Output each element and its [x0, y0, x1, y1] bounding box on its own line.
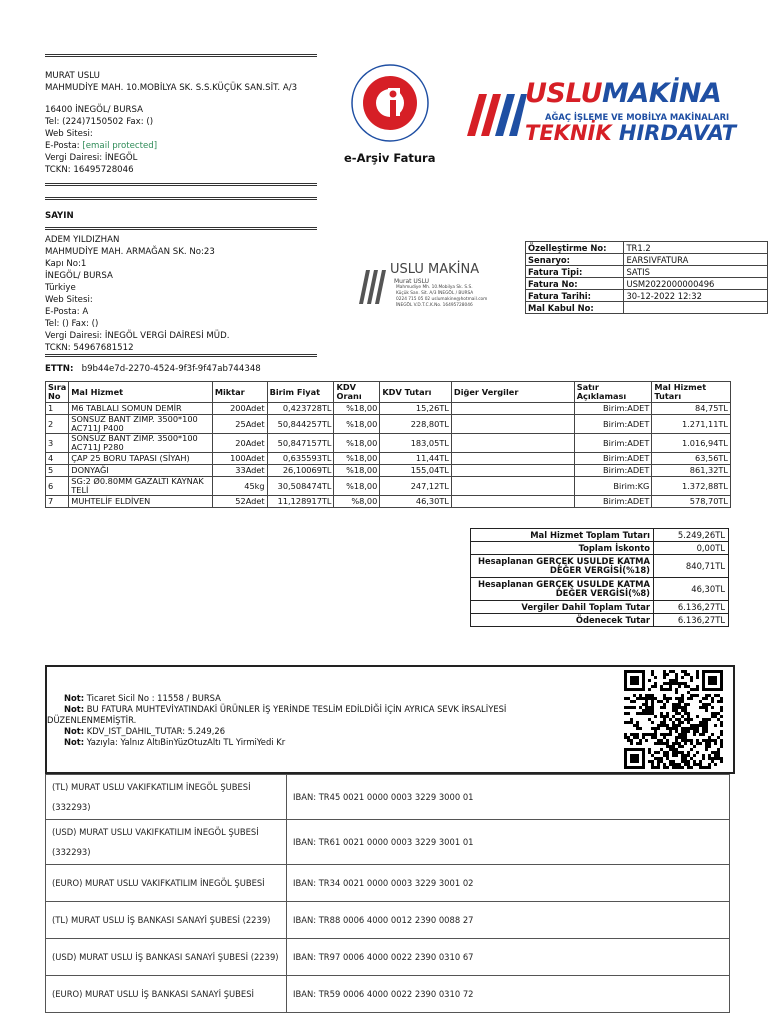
invoice-info-table — [525, 241, 768, 314]
item-qty: 52Adet — [212, 496, 267, 508]
bank-iban: IBAN: TR88 0006 4000 0012 2390 0088 27 — [287, 902, 730, 939]
seller-email: E-Posta: [email protected] — [45, 141, 158, 151]
item-no: 3 — [46, 434, 69, 453]
total-label: Hesaplanan GERÇEK USULDE KATMA DEĞER VERGİSİ(%18) — [471, 555, 654, 578]
total-row — [471, 555, 729, 578]
seller-info — [45, 70, 297, 176]
item-row — [46, 477, 731, 496]
buyer-top-rule — [45, 197, 317, 200]
item-name: SG:2 Ø0.80MM GAZALTI KAYNAK TELİ — [69, 477, 213, 496]
brand-title: USLUMAKİNA — [525, 78, 722, 109]
total-row — [471, 542, 729, 555]
ettn — [45, 363, 261, 375]
info-value — [624, 302, 768, 314]
item-total: 578,70TL — [652, 496, 731, 508]
bank-iban: IBAN: TR59 0006 4000 0022 2390 0310 72 — [287, 976, 730, 1013]
item-row — [46, 403, 731, 415]
item-total: 1.016,94TL — [652, 434, 731, 453]
buyer-tax-office: Vergi Dairesi: İNEGÖL VERGİ DAİRESİ MÜD. — [45, 331, 230, 341]
total-value: 6.136,27TL — [654, 614, 729, 627]
item-price: 0,635593TL — [267, 453, 334, 465]
total-label: Hesaplanan GERÇEK USULDE KATMA DEĞER VERGİSİ(%8) — [471, 578, 654, 601]
item-rate: %18,00 — [334, 415, 380, 434]
item-price: 26,10069TL — [267, 465, 334, 477]
item-total: 63,56TL — [652, 453, 731, 465]
bank-account: (TL) MURAT USLU İŞ BANKASI SANAYİ ŞUBESİ (2239) — [46, 902, 287, 939]
item-name: SONSUZ BANT ZIMP. 3500*100 AC711J P400 — [69, 415, 213, 434]
bank-table — [45, 774, 730, 1013]
item-qty: 100Adet — [212, 453, 267, 465]
seller-tckn: TCKN: 16495728046 — [45, 165, 134, 175]
buyer-info — [45, 234, 229, 354]
bank-account: (EURO) MURAT USLU İŞ BANKASI SANAYİ ŞUBESİ — [46, 976, 287, 1013]
info-value: TR1.2 — [624, 242, 768, 254]
brand-logo — [465, 78, 737, 150]
item-total: 84,75TL — [652, 403, 731, 415]
total-label: Vergiler Dahil Toplam Tutar — [471, 601, 654, 614]
item-name: DONYAĞI — [69, 465, 213, 477]
item-desc: Birim:ADET — [574, 496, 652, 508]
item-other — [451, 415, 574, 434]
item-qty: 25Adet — [212, 415, 267, 434]
item-no: 6 — [46, 477, 69, 496]
item-total: 1.372,88TL — [652, 477, 731, 496]
item-row — [46, 415, 731, 434]
buyer-heading-rule — [45, 227, 317, 230]
total-value: 46,30TL — [654, 578, 729, 601]
info-value: 30-12-2022 12:32 — [624, 290, 768, 302]
gib-logo — [340, 60, 440, 150]
item-row — [46, 453, 731, 465]
seller-email-link[interactable]: [email protected] — [82, 141, 158, 151]
item-desc: Birim:ADET — [574, 465, 652, 477]
seller-name: MURAT USLU — [45, 71, 100, 81]
brand-subtitle: AĞAÇ İŞLEME VE MOBİLYA MAKİNALARI — [545, 112, 730, 122]
item-other — [451, 477, 574, 496]
stamp-sub: Murat USLU — [394, 278, 430, 285]
item-rate: %8,00 — [334, 496, 380, 508]
info-key: Fatura Tarihi: — [526, 290, 624, 302]
total-label: Ödenecek Tutar — [471, 614, 654, 627]
bank-iban: IBAN: TR97 0006 4000 0022 2390 0310 67 — [287, 939, 730, 976]
item-kdv: 11,44TL — [380, 453, 452, 465]
info-value: EARSIVFATURA — [624, 254, 768, 266]
buyer-web: Web Sitesi: — [45, 295, 93, 305]
buyer-tckn: TCKN: 54967681512 — [45, 343, 134, 353]
item-name: MUHTELİF ELDİVEN — [69, 496, 213, 508]
item-price: 50,847157TL — [267, 434, 334, 453]
total-value: 840,71TL — [654, 555, 729, 578]
col-other: Diğer Vergiler — [451, 382, 574, 403]
buyer-phone: Tel: () Fax: () — [45, 319, 99, 329]
buyer-door: Kapı No:1 — [45, 259, 87, 269]
info-row — [526, 266, 768, 278]
note-line: Not: Yazıyla: Yalnız AltıBinYüzOtuzAltı TL YirmiYedi Kr — [64, 737, 286, 747]
col-rate: KDV Oranı — [334, 382, 380, 403]
item-desc: Birim:ADET — [574, 453, 652, 465]
seller-bottom-rule — [45, 183, 317, 186]
brand-tagline: TEKNİK HIRDAVAT — [525, 121, 737, 145]
buyer-city: İNEGÖL/ BURSA — [45, 271, 113, 281]
item-kdv: 46,30TL — [380, 496, 452, 508]
bank-account: (EURO) MURAT USLU VAKIFKATILIM İNEGÖL ŞUBESİ — [46, 865, 287, 902]
item-name: SONSUZ BANT ZIMP. 3500*100 AC711J P280 — [69, 434, 213, 453]
info-row — [526, 254, 768, 266]
item-total: 1.271,11TL — [652, 415, 731, 434]
info-key: Özelleştirme No: — [526, 242, 624, 254]
item-price: 50,844257TL — [267, 415, 334, 434]
col-kdv: KDV Tutarı — [380, 382, 452, 403]
col-no: Sıra No — [46, 382, 69, 403]
col-price: Birim Fiyat — [267, 382, 334, 403]
total-value: 0,00TL — [654, 542, 729, 555]
bank-account: (TL) MURAT USLU VAKIFKATILIM İNEGÖL ŞUBESİ (332293) — [46, 775, 287, 820]
total-row — [471, 578, 729, 601]
item-kdv: 183,05TL — [380, 434, 452, 453]
info-key: Fatura No: — [526, 278, 624, 290]
info-key: Mal Kabul No: — [526, 302, 624, 314]
stamp-mark-icon — [358, 266, 390, 306]
item-other — [451, 496, 574, 508]
item-qty: 200Adet — [212, 403, 267, 415]
note-line-cont: DÜZENLENMEMİŞTİR. — [47, 715, 137, 725]
item-no: 2 — [46, 415, 69, 434]
item-kdv: 228,80TL — [380, 415, 452, 434]
item-other — [451, 403, 574, 415]
total-row — [471, 529, 729, 542]
item-other — [451, 465, 574, 477]
brand-mark-icon — [465, 86, 527, 141]
info-row — [526, 290, 768, 302]
item-name: ÇAP 25 BORU TAPASI (SİYAH) — [69, 453, 213, 465]
bank-row — [46, 865, 730, 902]
notes-text — [47, 693, 607, 748]
bank-row — [46, 902, 730, 939]
info-value: USM2022000000496 — [624, 278, 768, 290]
company-stamp — [358, 262, 493, 322]
item-name: M6 TABLALI SOMUN DEMİR — [69, 403, 213, 415]
item-rate: %18,00 — [334, 453, 380, 465]
buyer-country: Türkiye — [45, 283, 76, 293]
items-header-row — [46, 382, 731, 403]
note-line: Not: KDV_IST_DAHIL_TUTAR: 5.249,26 — [64, 726, 226, 736]
item-rate: %18,00 — [334, 434, 380, 453]
seller-web: Web Sitesi: — [45, 129, 93, 139]
item-desc: Birim:KG — [574, 477, 652, 496]
total-row — [471, 601, 729, 614]
item-rate: %18,00 — [334, 403, 380, 415]
item-no: 5 — [46, 465, 69, 477]
item-desc: Birim:ADET — [574, 403, 652, 415]
note-line: Not: Ticaret Sicil No : 11558 / BURSA — [64, 693, 221, 703]
info-row — [526, 242, 768, 254]
info-key: Fatura Tipi: — [526, 266, 624, 278]
col-name: Mal Hizmet — [69, 382, 213, 403]
bank-row — [46, 775, 730, 820]
info-row — [526, 278, 768, 290]
note-line: Not: BU FATURA MUHTEVİYATINDAKİ ÜRÜNLER İŞ YERİNDE TESLİM EDİLDİĞİ İÇİN AYRICA SEVK İRSALİYESİ — [64, 704, 507, 714]
col-qty: Miktar — [212, 382, 267, 403]
bank-row — [46, 820, 730, 865]
info-row — [526, 302, 768, 314]
ettn-value: b9b44e7d-2270-4524-9f3f-9f47ab744348 — [81, 364, 261, 374]
item-row — [46, 465, 731, 477]
item-no: 4 — [46, 453, 69, 465]
ettn-label: ETTN: — [45, 364, 74, 374]
item-kdv: 15,26TL — [380, 403, 452, 415]
total-label: Mal Hizmet Toplam Tutarı — [471, 529, 654, 542]
col-desc: Satır Açıklaması — [574, 382, 652, 403]
bank-row — [46, 976, 730, 1013]
item-price: 30,508474TL — [267, 477, 334, 496]
item-qty: 33Adet — [212, 465, 267, 477]
buyer-heading: SAYIN — [45, 211, 74, 221]
bank-account: (USD) MURAT USLU İŞ BANKASI SANAYİ ŞUBESİ (2239) — [46, 939, 287, 976]
info-value: SATIS — [624, 266, 768, 278]
item-other — [451, 453, 574, 465]
item-qty: 20Adet — [212, 434, 267, 453]
item-desc: Birim:ADET — [574, 434, 652, 453]
buyer-name: ADEM YILDIZHAN — [45, 235, 120, 245]
total-row — [471, 614, 729, 627]
item-no: 1 — [46, 403, 69, 415]
seller-address: MAHMUDİYE MAH. 10.MOBİLYA SK. S.S.KÜÇÜK SAN.SİT. A/3 — [45, 83, 298, 93]
info-key: Senaryo: — [526, 254, 624, 266]
buyer-email: E-Posta: A — [45, 307, 89, 317]
bank-iban: IBAN: TR61 0021 0000 0003 3229 3001 01 — [287, 820, 730, 865]
stamp-title: USLU MAKİNA — [390, 262, 480, 277]
bank-iban: IBAN: TR45 0021 0000 0003 3229 3000 01 — [287, 775, 730, 820]
stamp-l4: İNEGÖL V.D.T.C.K.No. 16495728046 — [396, 303, 473, 308]
col-total: Mal Hizmet Tutarı — [652, 382, 731, 403]
seller-phone: Tel: (224)7150502 Fax: () — [45, 117, 154, 127]
total-value: 6.136,27TL — [654, 601, 729, 614]
total-label: Toplam İskonto — [471, 542, 654, 555]
notes-box — [45, 665, 735, 774]
total-value: 5.249,26TL — [654, 529, 729, 542]
e-arsiv-caption: e-Arşiv Fatura — [344, 151, 436, 165]
gib-emblem-icon — [340, 60, 440, 150]
stamp-l2: Küçük San. Sit. A/3 İNEGÖL / BURSA — [396, 291, 474, 296]
item-row — [46, 434, 731, 453]
buyer-bottom-rule — [45, 354, 317, 357]
item-rate: %18,00 — [334, 465, 380, 477]
totals-table — [470, 528, 729, 627]
items-table — [45, 381, 731, 508]
item-other — [451, 434, 574, 453]
seller-city: 16400 İNEGÖL/ BURSA — [45, 105, 143, 115]
stamp-l1: Mahmudiye Mh. 10.Mobilya Sk. S.S. — [396, 285, 473, 290]
item-kdv: 155,04TL — [380, 465, 452, 477]
item-kdv: 247,12TL — [380, 477, 452, 496]
bank-account: (USD) MURAT USLU VAKIFKATILIM İNEGÖL ŞUBESİ (332293) — [46, 820, 287, 865]
top-rule — [45, 54, 317, 57]
item-no: 7 — [46, 496, 69, 508]
item-total: 861,32TL — [652, 465, 731, 477]
item-rate: %18,00 — [334, 477, 380, 496]
item-price: 11,128917TL — [267, 496, 334, 508]
seller-tax-office: Vergi Dairesi: İNEGÖL — [45, 153, 138, 163]
item-row — [46, 496, 731, 508]
item-price: 0,423728TL — [267, 403, 334, 415]
bank-iban: IBAN: TR34 0021 0000 0003 3229 3001 02 — [287, 865, 730, 902]
qr-code-icon — [622, 668, 726, 770]
item-qty: 45kg — [212, 477, 267, 496]
stamp-l3: 0224 715 05 02 uslumakine@hotmail.com — [396, 297, 488, 302]
item-desc: Birim:ADET — [574, 415, 652, 434]
bank-row — [46, 939, 730, 976]
buyer-address: MAHMUDİYE MAH. ARMAĞAN SK. No:23 — [45, 247, 215, 257]
